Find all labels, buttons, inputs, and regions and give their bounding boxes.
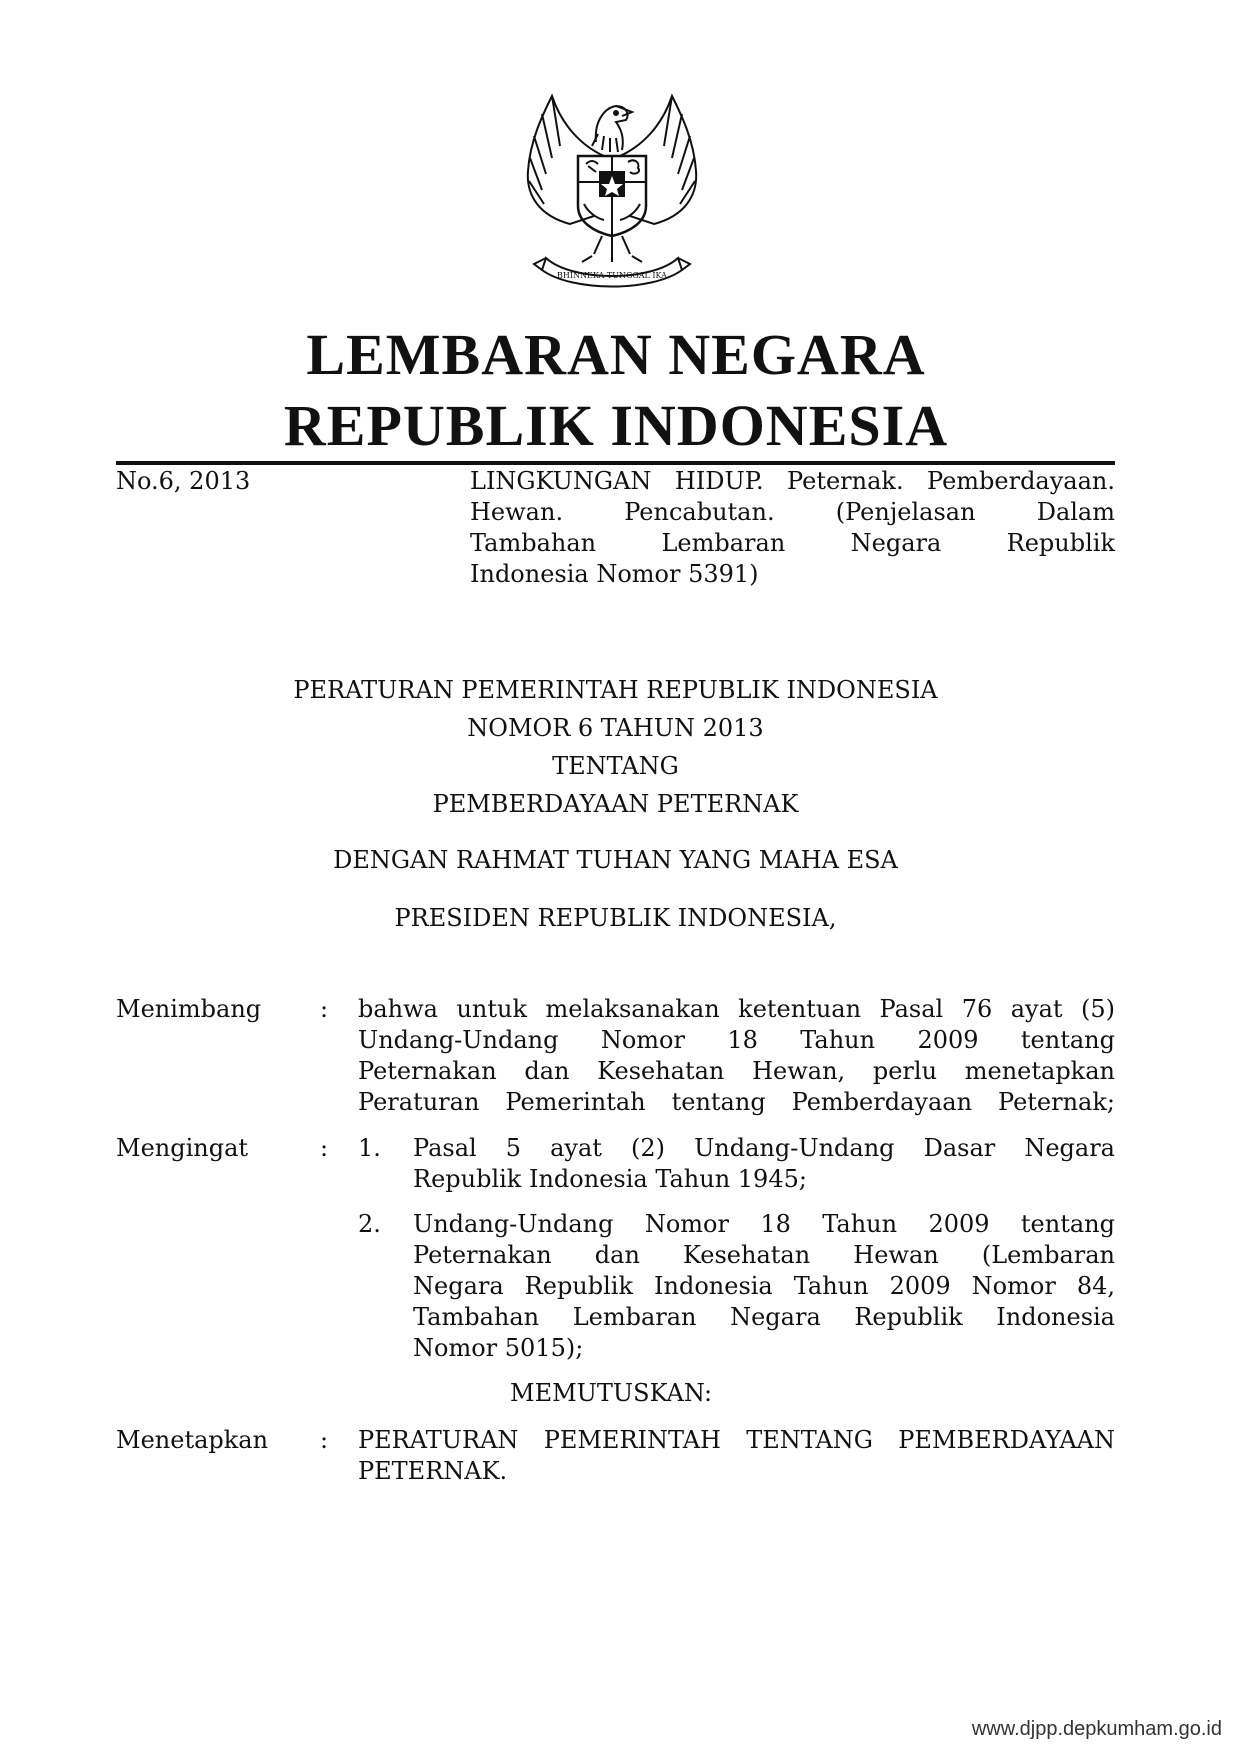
blessing-line: DENGAN RAHMAT TUHAN YANG MAHA ESA (333, 846, 898, 874)
mengingat-item-line: Republik Indonesia Tahun 1945; (413, 1165, 807, 1193)
mengingat-label: Mengingat (116, 1134, 249, 1162)
footer-url: www.djpp.depkumham.go.id (971, 1718, 1222, 1740)
memutuskan-heading: MEMUTUSKAN: (510, 1379, 713, 1407)
regulation-about: TENTANG (552, 752, 679, 780)
mengingat-item-number: 2. (358, 1210, 381, 1238)
menimbang-line: Peraturan Pemerintah tentang Pemberdayaan Peternak; (358, 1088, 1115, 1116)
menimbang-line: Undang-Undang Nomor 18 Tahun 2009 tentang (358, 1026, 1115, 1054)
menimbang-colon: : (320, 995, 329, 1023)
menetapkan-line: PERATURAN PEMERINTAH TENTANG PEMBERDAYAAN (358, 1426, 1115, 1454)
subject-line: Hewan. Pencabutan. (Penjelasan Dalam (470, 498, 1115, 526)
menetapkan-line: PETERNAK. (358, 1457, 508, 1485)
mengingat-colon: : (320, 1134, 329, 1162)
masthead-line-2: REPUBLIK INDONESIA (283, 393, 949, 458)
subject-line: Tambahan Lembaran Negara Republik (470, 529, 1115, 557)
emblem-motto: BHINNEKA TUNGGAL IKA (557, 271, 667, 280)
mengingat-item-line: Nomor 5015); (413, 1334, 584, 1362)
garuda-pancasila-emblem-icon (512, 86, 712, 298)
mengingat-item-line: Undang-Undang Nomor 18 Tahun 2009 tentang (413, 1210, 1115, 1238)
mengingat-item-line: Pasal 5 ayat (2) Undang-Undang Dasar Negara (413, 1134, 1115, 1162)
menimbang-label: Menimbang (116, 995, 262, 1023)
menetapkan-label: Menetapkan (116, 1426, 269, 1454)
mengingat-item-number: 1. (358, 1134, 381, 1162)
subject-line: Indonesia Nomor 5391) (470, 560, 759, 588)
masthead-line-1: LEMBARAN NEGARA (306, 322, 926, 387)
regulation-number: NOMOR 6 TAHUN 2013 (467, 714, 764, 742)
masthead-divider (116, 461, 1115, 465)
mengingat-item-line: Tambahan Lembaran Negara Republik Indonesia (413, 1303, 1115, 1331)
gazette-number: No.6, 2013 (116, 467, 251, 495)
regulation-title-line: PERATURAN PEMERINTAH REPUBLIK INDONESIA (293, 676, 938, 704)
president-line: PRESIDEN REPUBLIK INDONESIA, (394, 904, 837, 932)
menimbang-line: Peternakan dan Kesehatan Hewan, perlu menetapkan (358, 1057, 1115, 1085)
regulation-subject: PEMBERDAYAAN PETERNAK (432, 790, 799, 818)
menetapkan-colon: : (320, 1426, 329, 1454)
mengingat-item-line: Peternakan dan Kesehatan Hewan (Lembaran (413, 1241, 1115, 1269)
mengingat-item-line: Negara Republik Indonesia Tahun 2009 Nomor 84, (413, 1272, 1115, 1300)
subject-line: LINGKUNGAN HIDUP. Peternak. Pemberdayaan. (470, 467, 1115, 495)
menimbang-line: bahwa untuk melaksanakan ketentuan Pasal 76 ayat (5) (358, 995, 1115, 1023)
